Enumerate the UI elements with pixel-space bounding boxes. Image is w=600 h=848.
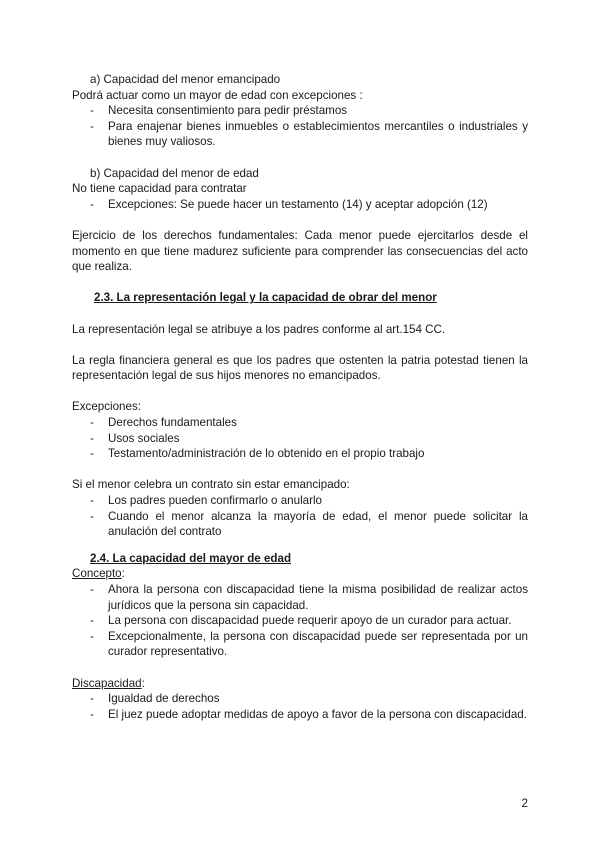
paragraph-representacion: La representación legal se atribuye a los padres conforme al art.154 CC. [72, 322, 446, 336]
section-title-2-3: 2.3. La representación legal y la capacidad de obrar del menor [94, 291, 437, 305]
label-excepciones: Excepciones: [72, 400, 141, 414]
heading-menor-emancipado: a) Capacidad del menor emancipado [90, 73, 281, 86]
list-item: - Ahora la persona con discapacidad tiene la misma posibilidad de realizar actos jurídicos que la persona sin capacidad. [72, 582, 528, 613]
list-item: - Derechos fundamentales [72, 415, 528, 431]
paragraph-ejercicio: Ejercicio de los derechos fundamentales: Cada menor puede ejercitarlos desde el momento en que tiene madurez suficiente para comprender las consecuencias del acto que realiza. [72, 228, 528, 274]
discapacidad-label: Discapacidad [72, 676, 142, 690]
list-item: - Excepcionalmente, la persona con discapacidad puede ser representada por un curador representativo. [72, 629, 528, 660]
list-item: - Para enajenar bienes inmuebles o establecimientos mercantiles o industriales y bienes muy valiosos. [72, 119, 528, 150]
list-item: - Los padres pueden confirmarlo o anularlo [72, 493, 528, 509]
list-menor-de-edad [72, 197, 528, 213]
label-concepto: Concepto: [72, 567, 125, 581]
list-excepciones [72, 415, 528, 462]
list-item: - La persona con discapacidad puede requerir apoyo de un curador para actuar. [72, 613, 528, 629]
page-number: 2 [521, 797, 528, 810]
list-item: - Cuando el menor alcanza la mayoría de edad, el menor puede solicitar la anulación del contrato [72, 509, 528, 540]
list-concepto [72, 582, 528, 660]
label-discapacidad: Discapacidad: [72, 676, 145, 690]
heading-menor-de-edad: b) Capacidad del menor de edad [90, 166, 259, 180]
page-content [72, 72, 528, 722]
list-item: - Usos sociales [72, 431, 528, 447]
list-item: - Igualdad de derechos [72, 691, 528, 707]
label-contrato: Si el menor celebra un contrato sin estar emancipado: [72, 478, 350, 492]
list-item: - Testamento/administración de lo obtenido en el propio trabajo [72, 446, 528, 462]
list-contrato [72, 493, 528, 540]
list-item: - El juez puede adoptar medidas de apoyo a favor de la persona con discapacidad. [72, 707, 528, 723]
concepto-label: Concepto [72, 567, 122, 581]
list-item: - Necesita consentimiento para pedir préstamos [72, 103, 528, 119]
intro-menor-de-edad: No tiene capacidad para contratar [72, 182, 247, 196]
list-item: - Excepciones: Se puede hacer un testamento (14) y aceptar adopción (12) [72, 197, 528, 213]
section-title-2-4: 2.4. La capacidad del mayor de edad [90, 551, 292, 565]
list-discapacidad [72, 691, 528, 722]
paragraph-regla-financiera: La regla financiera general es que los padres que ostenten la patria potestad tienen la representación legal de sus hijos menores no emancipados. [72, 353, 528, 383]
intro-menor-emancipado: Podrá actuar como un mayor de edad con excepciones : [72, 88, 363, 102]
list-menor-emancipado [72, 103, 528, 150]
